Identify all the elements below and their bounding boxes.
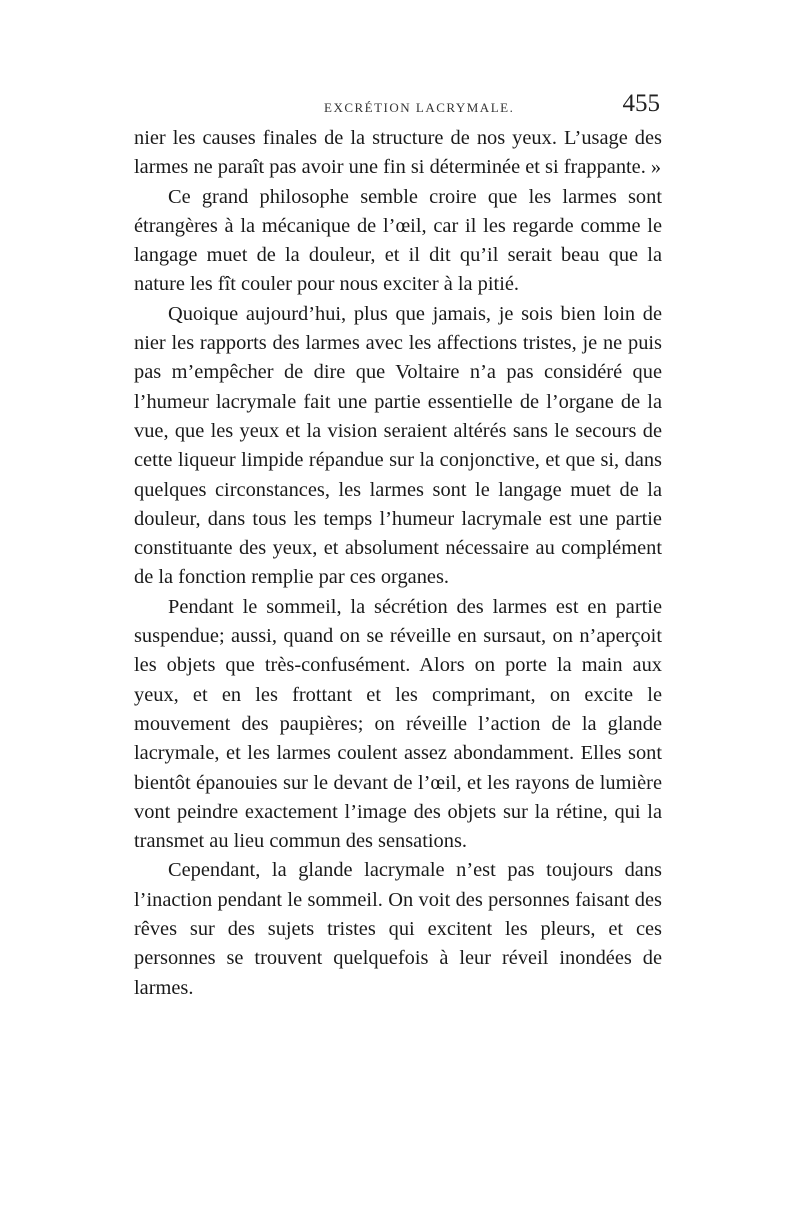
body-text: [134, 124, 662, 1003]
page-header: [134, 90, 660, 126]
paragraph: Ce grand philosophe semble croire que les larmes sont étrangères à la mécanique de l’œil, car il les regarde comme le langage muet de la douleur, et il dit qu’il serait beau que la nature les fît couler pour nous exciter à la pitié.: [134, 185, 662, 296]
paragraph-continued: nier les causes finales de la structure de nos yeux. L’usage des larmes ne paraît pas avoir une fin si déterminée et si frappante. »: [134, 127, 662, 179]
paragraph: Quoique aujourd’hui, plus que jamais, je sois bien loin de nier les rapports des larmes avec les affections tristes, je ne puis pas m’empêcher de dire que Voltaire n’a pas considéré que l’humeur lacrymale fait une partie essentielle de l’organe de la vue, que les yeux et la vision seraient altérés sans le secours de cette liqueur limpide répandue sur la conjonctive, et que si, dans quelques circonstances, les larmes sont le langage muet de la douleur, dans tous les temps l’humeur lacrymale est une partie constituante des yeux, et absolument nécessaire au complément de la fonction remplie par ces organes.: [134, 302, 662, 589]
running-head: EXCRÉTION LACRYMALE.: [324, 100, 515, 115]
paragraph: Cependant, la glande lacrymale n’est pas toujours dans l’inaction pendant le sommeil. On voit des personnes faisant des rêves sur des sujets tristes qui excitent les pleurs, et ces personnes se trouvent quelquefois à leur réveil inondées de larmes.: [134, 859, 662, 999]
page-number: 455: [622, 90, 660, 117]
paragraph: Pendant le sommeil, la sécrétion des larmes est en partie suspendue; aussi, quand on se réveille en sursaut, on n’aperçoit les objets que très-confusément. Alors on porte la main aux yeux, et en les frottant et les comprimant, on excite le mouvement des paupières; on réveille l’action de la glande lacrymale, et les larmes coulent assez abondamment. Elles sont bientôt épanouies sur le devant de l’œil, et les rayons de lumière vont peindre exactement l’image des objets sur la rétine, qui la transmet au lieu commun des sensations.: [134, 595, 662, 853]
